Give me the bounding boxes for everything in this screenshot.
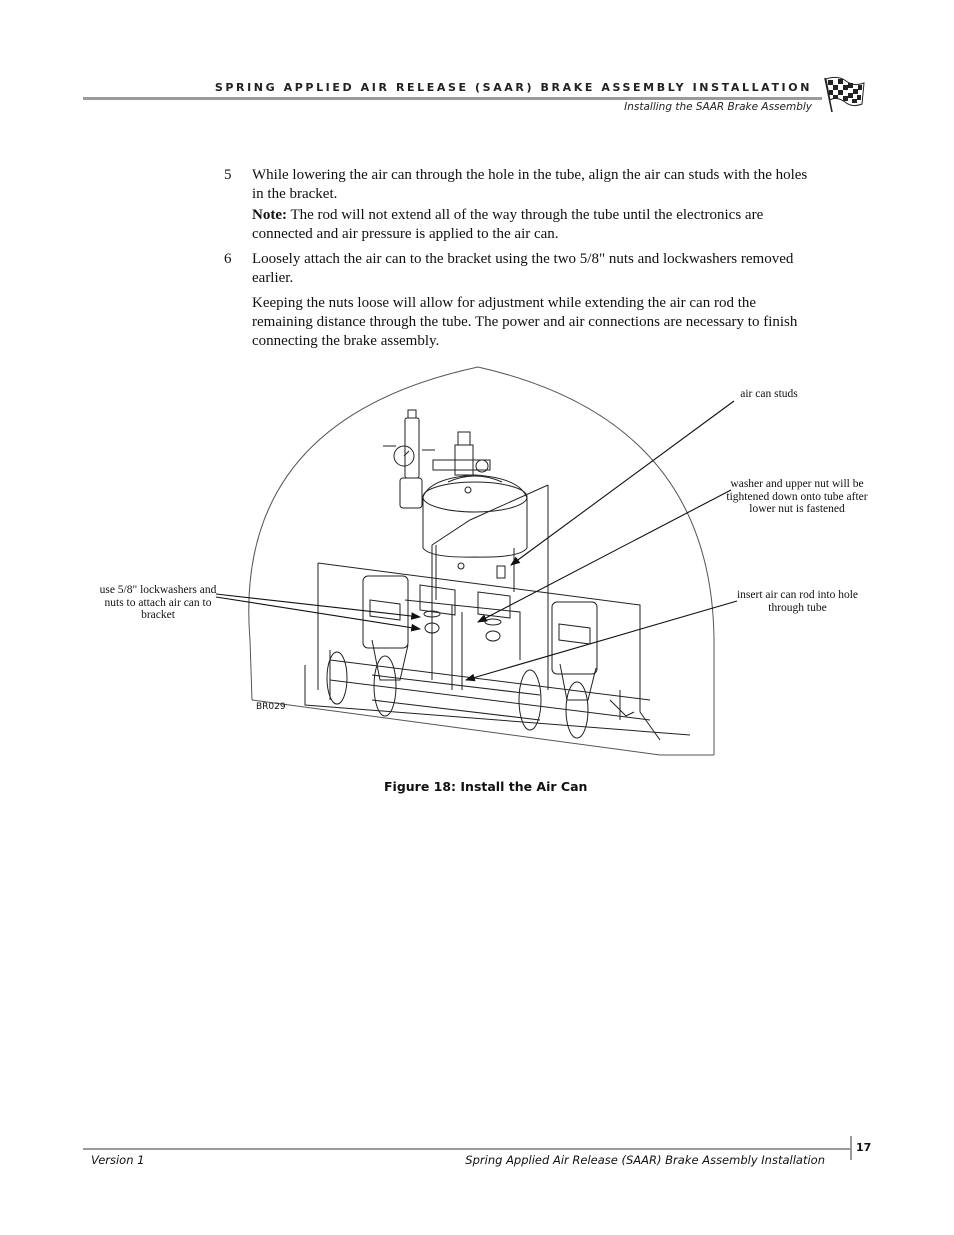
- note-text: The rod will not extend all of the way through the tube until the electronics are connected and air pressure is applied to the air can.: [252, 207, 764, 242]
- figure-caption: Figure 18: Install the Air Can: [384, 779, 588, 794]
- callout-washer-upper-nut: washer and upper nut will be tightened down onto tube after lower nut is fastened: [726, 478, 868, 515]
- step-5-note: [252, 206, 818, 244]
- footer-version: Version 1: [91, 1153, 145, 1167]
- running-header-subtitle: Installing the SAAR Brake Assembly: [624, 101, 812, 113]
- step-number: 5: [224, 167, 232, 183]
- drawing-id: BR029: [256, 702, 286, 712]
- step-text: Loosely attach the air can to the bracket using the two 5/8" nuts and lockwashers removed earlier.: [252, 251, 794, 286]
- page-number: 17: [856, 1141, 872, 1154]
- note-label: Note:: [252, 207, 287, 223]
- footer-divider: [850, 1136, 852, 1160]
- step-text: While lowering the air can through the hole in the tube, align the air can studs with the holes in the bracket.: [252, 167, 808, 202]
- callout-air-can-studs: air can studs: [740, 388, 798, 400]
- checkered-flag-icon: [820, 74, 866, 116]
- step-number: 6: [224, 251, 232, 267]
- figure-install-air-can: [0, 360, 954, 770]
- callout-lockwashers-nuts: use 5/8" lockwashers and nuts to attach air can to bracket: [99, 584, 217, 621]
- footer-rule: [83, 1148, 850, 1150]
- running-header-title: SPRING APPLIED AIR RELEASE (SAAR) BRAKE ASSEMBLY INSTALLATION: [214, 81, 812, 94]
- callout-leader-lines: [0, 360, 954, 770]
- header-rule: [83, 97, 822, 100]
- footer-doc-title: Spring Applied Air Release (SAAR) Brake Assembly Installation: [465, 1153, 825, 1167]
- callout-insert-air-can-rod: insert air can rod into hole through tube: [736, 589, 859, 614]
- step-6-followup: Keeping the nuts loose will allow for adjustment while extending the air can rod the remaining distance through the tube. The power and air connections are necessary to finish connecting the brake assembly.: [252, 295, 798, 349]
